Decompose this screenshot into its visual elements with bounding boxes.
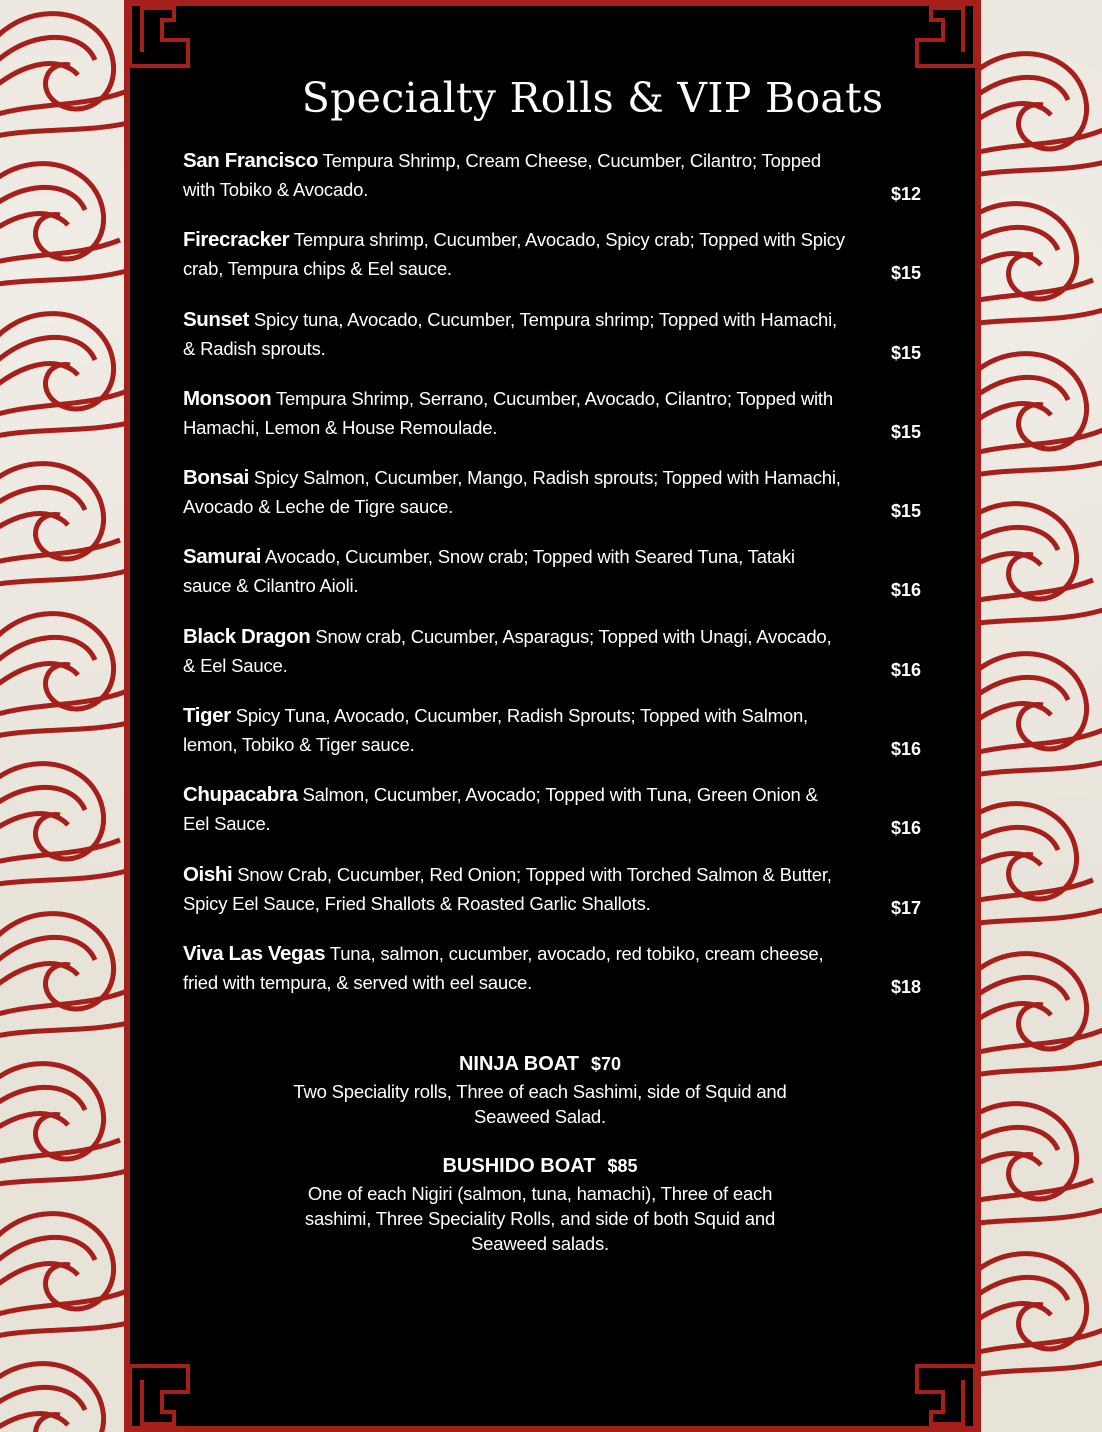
roll-description: Tempura shrimp, Cucumber, Avocado, Spicy crab; Topped with Spicy crab, Tempura chips & Eel sauce. (183, 229, 845, 280)
roll-description: Spicy Salmon, Cucumber, Mango, Radish sprouts; Topped with Hamachi, Avocado & Leche de Tigre sauce. (183, 467, 841, 518)
roll-name: Tiger (183, 704, 231, 728)
roll-price: $17 (890, 897, 921, 918)
roll-name: Monsoon (183, 386, 272, 410)
roll-item (183, 939, 923, 1018)
wave-pattern-left (0, 0, 130, 1432)
boat-item (290, 1049, 790, 1129)
roll-name: Firecracker (183, 228, 290, 252)
rolls-list (183, 146, 923, 1018)
roll-item (183, 305, 923, 384)
roll-price: $15 (890, 501, 921, 522)
roll-price: $16 (890, 659, 921, 680)
roll-price: $16 (890, 580, 921, 601)
boats-section (290, 1049, 790, 1278)
roll-item (183, 542, 923, 621)
roll-description: Tempura Shrimp, Cream Cheese, Cucumber, Cilantro; Topped with Tobiko & Avocado. (183, 150, 822, 200)
wave-pattern-right (978, 0, 1102, 1432)
menu-title: Specialty Rolls & VIP Boats (301, 74, 884, 122)
roll-name: Black Dragon (183, 624, 311, 648)
roll-name: Bonsai (183, 466, 249, 490)
roll-item (183, 384, 923, 463)
left-wave-border (0, 0, 130, 1432)
corner-ornament-top-left (124, 0, 194, 72)
roll-item (183, 622, 923, 701)
roll-description: Salmon, Cucumber, Avocado; Topped with Tuna, Green Onion & Eel Sauce. (183, 784, 818, 835)
roll-description: Snow crab, Cucumber, Asparagus; Topped with Unagi, Avocado, & Eel Sauce. (183, 625, 832, 676)
roll-price: $16 (890, 739, 921, 760)
roll-price: $15 (890, 263, 921, 284)
roll-name: Chupacabra (183, 783, 298, 807)
boat-description: Two Speciality rolls, Three of each Sashimi, side of Squid and Seaweed Salad. (293, 1081, 787, 1127)
roll-description: Tuna, salmon, cucumber, avocado, red tobiko, cream cheese, fried with tempura, & served with eel sauce. (183, 942, 824, 993)
roll-item (183, 146, 923, 225)
boat-item (290, 1151, 790, 1256)
boat-name: NINJA BOAT (458, 1053, 579, 1075)
roll-description: Snow Crab, Cucumber, Red Onion; Topped with Torched Salmon & Butter, Spicy Eel Sauce, Fried Shallots & Roasted Garlic Shallots. (183, 863, 832, 914)
roll-description: Spicy Tuna, Avocado, Cucumber, Radish Sprouts; Topped with Salmon, lemon, Tobiko & Tiger sauce. (183, 705, 808, 756)
boat-name: BUSHIDO BOAT (442, 1155, 596, 1177)
roll-name: Sunset (183, 307, 249, 331)
roll-item (183, 225, 923, 304)
roll-item (183, 860, 923, 939)
boat-price: $85 (607, 1156, 638, 1176)
roll-price: $15 (890, 342, 921, 363)
roll-name: Samurai (183, 545, 262, 569)
corner-ornament-bottom-left (124, 1360, 194, 1432)
boat-description: One of each Nigiri (salmon, tuna, hamachi), Three of each sashimi, Three Speciality Rolls, and side of both Squid and Seaweed salads. (304, 1183, 776, 1254)
roll-description: Spicy tuna, Avocado, Cucumber, Tempura shrimp; Topped with Hamachi, & Radish sprouts. (183, 308, 837, 359)
right-wave-border (978, 0, 1102, 1432)
roll-item (183, 780, 923, 859)
roll-name: Oishi (183, 862, 233, 886)
roll-name: Viva Las Vegas (183, 941, 326, 965)
roll-price: $18 (890, 976, 921, 997)
roll-price: $12 (890, 184, 921, 204)
roll-name: San Francisco (183, 149, 318, 172)
roll-description: Avocado, Cucumber, Snow crab; Topped with Seared Tuna, Tataki sauce & Cilantro Aioli. (183, 546, 795, 597)
roll-item (183, 463, 923, 542)
roll-item (183, 701, 923, 780)
roll-description: Tempura Shrimp, Serrano, Cucumber, Avocado, Cilantro; Topped with Hamachi, Lemon & House Remoulade. (183, 387, 833, 438)
boat-price: $70 (590, 1054, 622, 1074)
corner-ornament-top-right (911, 0, 981, 72)
corner-ornament-bottom-right (911, 1360, 981, 1432)
roll-price: $16 (890, 818, 921, 839)
roll-price: $15 (890, 421, 921, 442)
